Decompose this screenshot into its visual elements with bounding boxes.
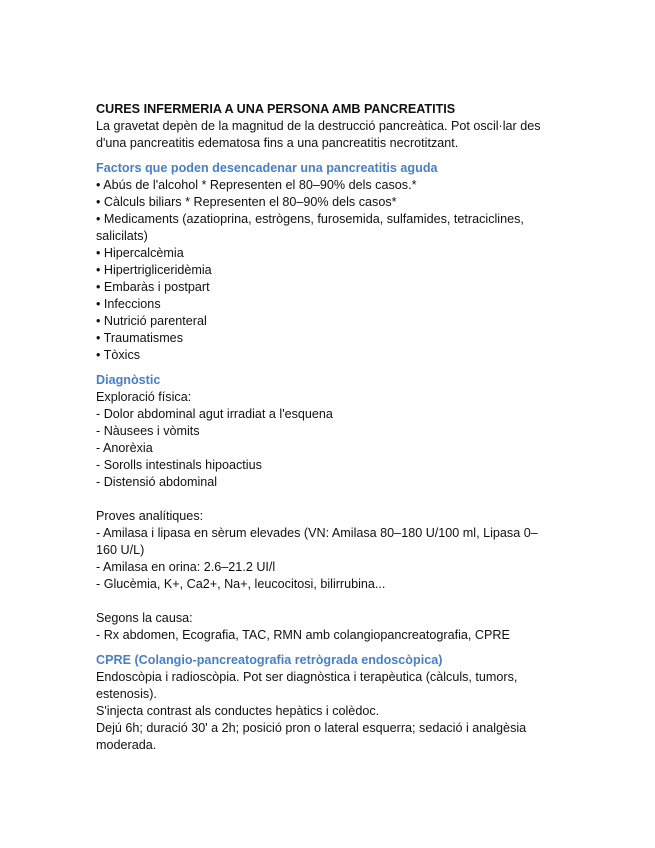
proves-item: 160 U/L) (96, 543, 145, 557)
intro-line: La gravetat depèn de la magnitud de la destrucció pancreàtica. Pot oscil·lar des (96, 119, 541, 133)
paragraph-gap (96, 491, 615, 508)
exploracio-item: - Sorolls intestinals hipoactius (96, 458, 262, 472)
factor-item: • Traumatismes (96, 331, 183, 345)
factor-item: • Tòxics (96, 348, 141, 362)
causa-label: Segons la causa: (96, 611, 193, 625)
cpre-line: S'injecta contrast als conductes hepàtics i colèdoc. (96, 704, 380, 718)
factor-item: • Nutrició parenteral (96, 314, 207, 328)
proves-item: - Glucèmia, K+, Ca2+, Na+, leucocitosi, bilirrubina... (96, 577, 386, 591)
exploracio-item: - Nàusees i vòmits (96, 424, 200, 438)
exploracio-item: - Anorèxia (96, 441, 153, 455)
factor-item: • Infeccions (96, 297, 161, 311)
cpre-heading: CPRE (Colangio-pancreatografia retrògrada endoscòpica) (96, 653, 443, 667)
factor-item: • Embaràs i postpart (96, 280, 210, 294)
factor-item: salicilats) (96, 229, 148, 243)
proves-label: Proves analítiques: (96, 509, 204, 523)
factor-item: • Hipercalcèmia (96, 246, 184, 260)
exploracio-label: Exploració física: (96, 390, 192, 404)
factor-item: • Càlculs biliars * Representen el 80–90% dels casos* (96, 195, 397, 209)
factor-item: • Hipertrigliceridèmia (96, 263, 212, 277)
paragraph-gap (96, 593, 615, 610)
factors-heading: Factors que poden desencadenar una pancreatitis aguda (96, 161, 438, 175)
factor-item: • Abús de l'alcohol * Representen el 80–90% dels casos.* (96, 178, 417, 192)
exploracio-item: - Dolor abdominal agut irradiat a l'esquena (96, 407, 333, 421)
causa-item: - Rx abdomen, Ecografia, TAC, RMN amb colangiopancreatografia, CPRE (96, 628, 510, 642)
proves-item: - Amilasa i lipasa en sèrum elevades (VN: Amilasa 80–180 U/100 ml, Lipasa 0– (96, 526, 538, 540)
cpre-line: Dejú 6h; duració 30' a 2h; posició pron o lateral esquerra; sedació i analgèsia (96, 721, 527, 735)
cpre-line: moderada. (96, 738, 157, 752)
proves-item: - Amilasa en orina: 2.6–21.2 UI/l (96, 560, 276, 574)
cpre-line: Endoscòpia i radioscòpia. Pot ser diagnòstica i terapèutica (càlculs, tumors, (96, 670, 518, 684)
document-title: CURES INFERMERIA A UNA PERSONA AMB PANCREATITIS (96, 102, 456, 116)
cpre-line: estenosis). (96, 687, 157, 701)
factor-item: • Medicaments (azatioprina, estrògens, furosemida, sulfamides, tetraciclines, (96, 212, 524, 226)
exploracio-item: - Distensió abdominal (96, 475, 218, 489)
diagnostic-heading: Diagnòstic (96, 373, 161, 387)
intro-line: d'una pancreatitis edematosa fins a una pancreatitis necrotitzant. (96, 136, 459, 150)
